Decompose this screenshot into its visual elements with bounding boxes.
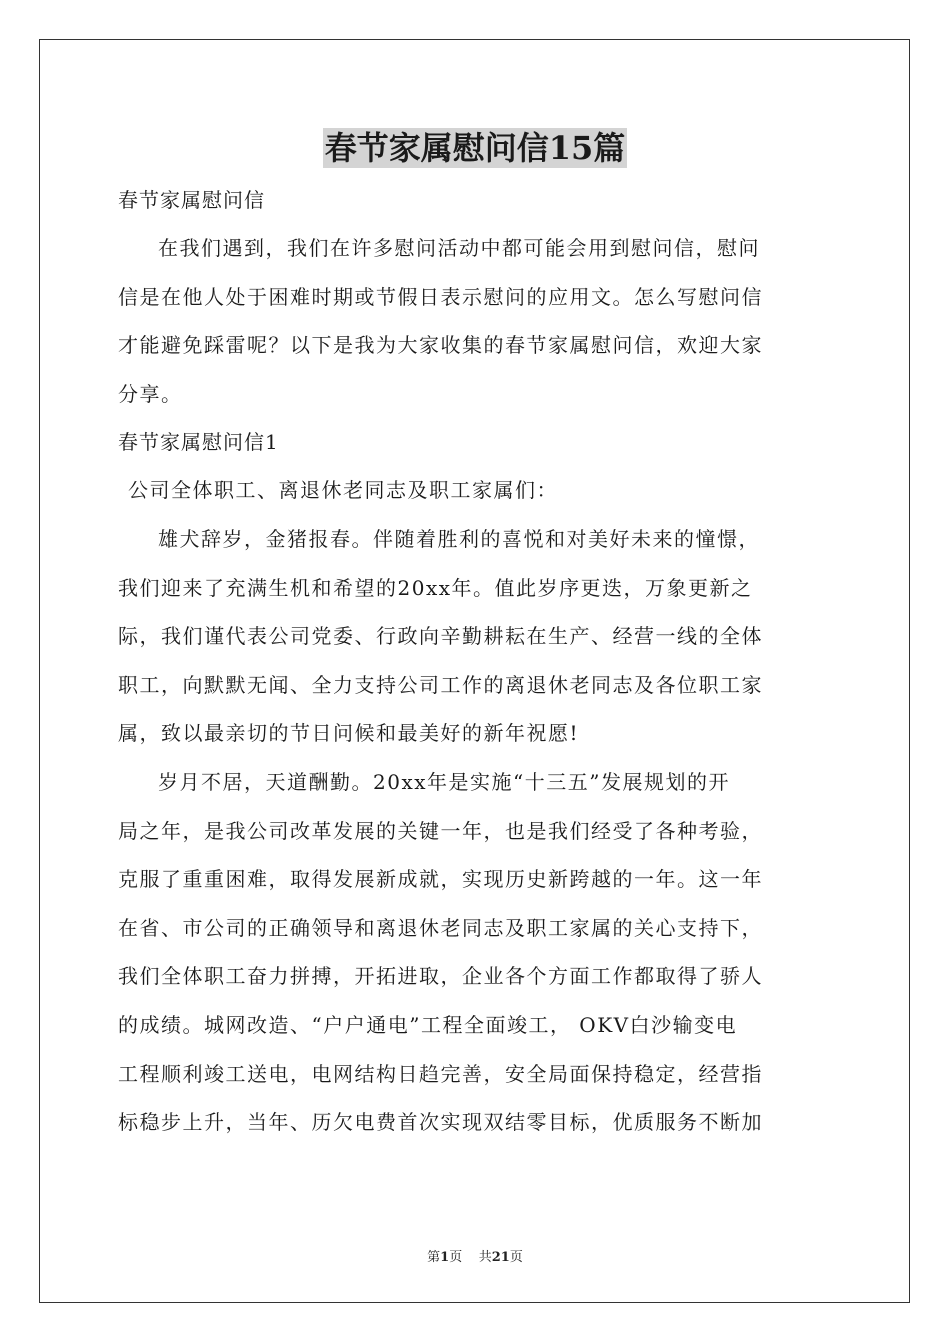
salutation: 公司全体职工、离退休老同志及职工家属们： xyxy=(128,478,558,503)
text-line: 在我们遇到，我们在许多慰问活动中都可能会用到慰问信，慰问 xyxy=(158,236,760,260)
paragraph-2 xyxy=(118,758,838,1147)
text-line: 雄犬辞岁，金猪报春。伴随着胜利的喜悦和对美好未来的憧憬， xyxy=(158,526,760,551)
page-footer xyxy=(0,1246,950,1265)
document-subtitle: 春节家属慰问信 xyxy=(118,188,265,212)
text-line: 工程顺利竣工送电，电网结构日趋完善，安全局面保持稳定，经营指 xyxy=(118,1061,763,1086)
text-line: 才能避免踩雷呢？以下是我为大家收集的春节家属慰问信，欢迎大家 xyxy=(118,333,763,358)
text-line: 在省、市公司的正确领导和离退休老同志及职工家属的关心支持下， xyxy=(118,915,763,940)
footer-page-number: 1 xyxy=(440,1250,450,1265)
text-line: 岁月不居，天道酬勤。20xx年是实施“十三五”发展规划的开 xyxy=(158,769,730,794)
footer-mid: 页 共 xyxy=(449,1250,492,1265)
text-line: 属，致以最亲切的节日问候和最美好的新年祝愿! xyxy=(118,721,580,746)
section-heading: 春节家属慰问信1 xyxy=(118,430,279,455)
text-line: 标稳步上升，当年、历欠电费首次实现双结零目标，优质服务不断加 xyxy=(118,1110,763,1135)
footer-suffix: 页 xyxy=(509,1250,523,1265)
text-line: 我们全体职工奋力拼搏，开拓进取，企业各个方面工作都取得了骄人 xyxy=(118,964,763,989)
text-line: 职工，向默默无闻、全力支持公司工作的离退休老同志及各位职工家 xyxy=(118,672,763,697)
text-line: 信是在他人处于困难时期或节假日表示慰问的应用文。怎么写慰问信 xyxy=(118,284,763,309)
title-container xyxy=(0,128,950,168)
document-title: 春节家属慰问信15篇 xyxy=(324,129,626,167)
text-line: 我们迎来了充满生机和希望的20xx年。值此岁序更迭，万象更新之 xyxy=(118,575,753,600)
footer-prefix: 第 xyxy=(427,1250,441,1265)
text-line: 分享。 xyxy=(118,381,183,406)
paragraph-1 xyxy=(118,515,838,758)
text-line: 克服了重重困难，取得发展新成就，实现历史新跨越的一年。这一年 xyxy=(118,867,763,892)
intro-paragraph xyxy=(118,224,838,418)
document-body xyxy=(118,178,838,1147)
text-line: 际，我们谨代表公司党委、行政向辛勤耕耘在生产、经营一线的全体 xyxy=(118,624,763,649)
text-line: 局之年，是我公司改革发展的关键一年，也是我们经受了各种考验， xyxy=(118,818,763,843)
text-line: 的成绩。城网改造、“户户通电”工程全面竣工， OKV白沙输变电 xyxy=(118,1012,738,1037)
footer-total-pages: 21 xyxy=(491,1250,510,1265)
